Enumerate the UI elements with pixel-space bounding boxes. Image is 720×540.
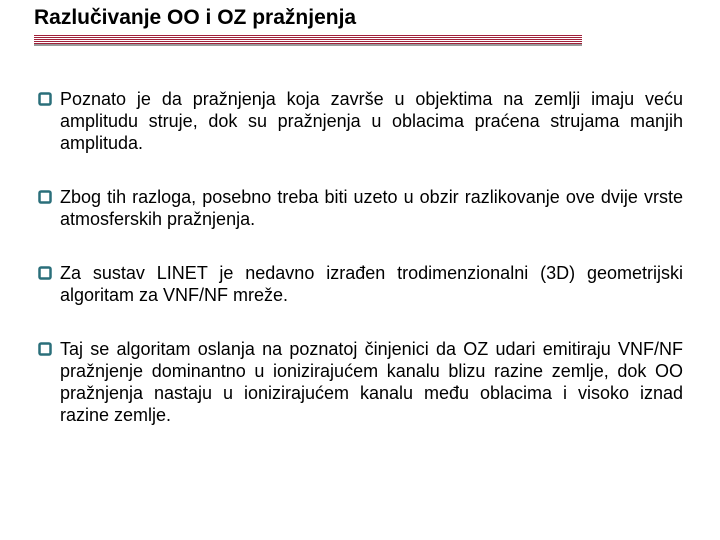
bullet-item <box>38 186 683 230</box>
bullet-text: Zbog tih razloga, posebno treba biti uzeto u obzir razlikovanje ove dvije vrste atmosferskih pražnjenja. <box>60 187 683 229</box>
bullet-text: Za sustav LINET je nedavno izrađen trodimenzionalni (3D) geometrijski algoritam za VNF/NF mreže. <box>60 263 683 305</box>
slide-title: Razlučivanje OO i OZ pražnjenja <box>34 6 357 29</box>
bullet-text: Taj se algoritam oslanja na poznatoj činjenici da OZ udari emitiraju VNF/NF pražnjenje dominantno u ionizirajućem kanalu blizu razine zemlje, dok OO pražnjenja nastaju u ionizirajućem kanalu među oblacima i visoko iznad razine zemlje. <box>60 339 683 425</box>
bullet-list <box>38 88 683 458</box>
title-underline-shadow <box>34 44 582 46</box>
hollow-square-bullet-icon <box>38 190 52 204</box>
hollow-square-bullet-icon <box>38 266 52 280</box>
title-underline <box>34 35 582 44</box>
hollow-square-bullet-icon <box>38 342 52 356</box>
bullet-item <box>38 338 683 426</box>
bullet-text: Poznato je da pražnjenja koja završe u objektima na zemlji imaju veću amplitudu struje, dok su pražnjenja u oblacima praćena strujama manjih amplituda. <box>60 89 683 153</box>
bullet-item <box>38 88 683 154</box>
bullet-item <box>38 262 683 306</box>
hollow-square-bullet-icon <box>38 92 52 106</box>
